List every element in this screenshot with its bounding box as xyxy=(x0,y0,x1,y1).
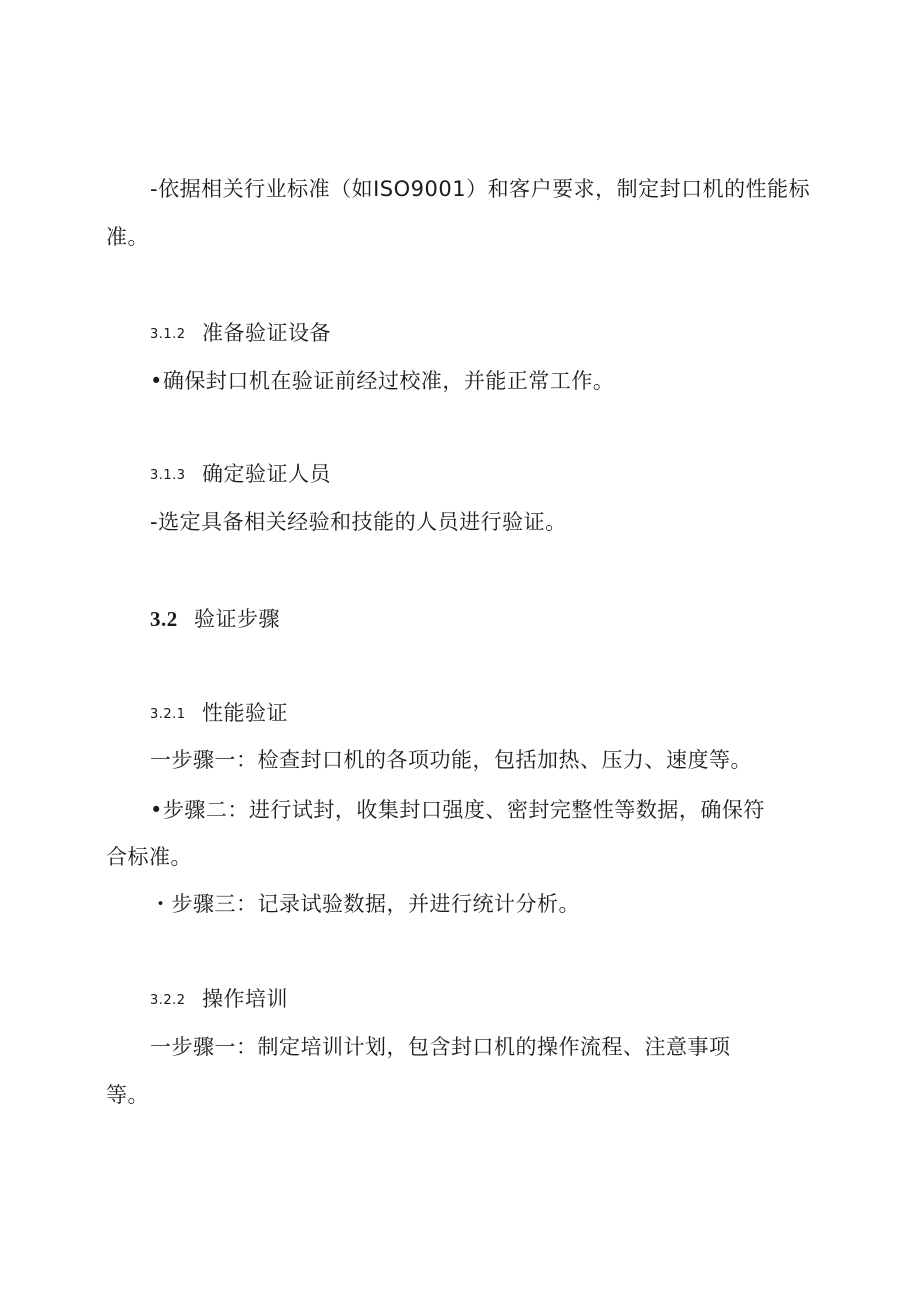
section-title: 验证步骤 xyxy=(194,607,280,631)
list-item: •步骤二：进行试封，收集封口强度、密封完整性等数据，确保符 xyxy=(150,798,765,822)
subsection-title: 确定验证人员 xyxy=(202,462,331,486)
subsection-title: 操作培训 xyxy=(202,987,288,1011)
section-heading-3-2 xyxy=(150,605,280,633)
subsection-number: 3.1.3 xyxy=(150,468,186,483)
subsection-heading-3-1-2 xyxy=(150,319,331,349)
paragraph-line: 准。 xyxy=(106,225,149,249)
subsection-number: 3.2.1 xyxy=(150,707,186,722)
list-item: 一步骤一：检查封口机的各项功能，包括加热、压力、速度等。 xyxy=(150,748,752,772)
subsection-number: 3.2.2 xyxy=(150,993,186,1008)
subsection-heading-3-2-1 xyxy=(150,699,288,729)
subsection-number: 3.1.2 xyxy=(150,327,186,342)
list-item-continuation: 等。 xyxy=(106,1083,149,1107)
subsection-heading-3-1-3 xyxy=(150,460,331,490)
subsection-heading-3-2-2 xyxy=(150,985,288,1015)
paragraph-line: -依据相关行业标准（如ISO9001）和客户要求，制定封口机的性能标 xyxy=(150,177,811,201)
subsection-title: 性能验证 xyxy=(202,701,288,725)
list-item-continuation: 合标准。 xyxy=(106,845,192,869)
list-item: •确保封口机在验证前经过校准，并能正常工作。 xyxy=(150,369,615,393)
list-item: -选定具备相关经验和技能的人员进行验证。 xyxy=(150,510,567,534)
subsection-title: 准备验证设备 xyxy=(202,321,331,345)
section-number: 3.2 xyxy=(150,607,178,631)
list-item: 一步骤一：制定培训计划，包含封口机的操作流程、注意事项 xyxy=(150,1035,731,1059)
list-item: ・步骤三：记录试验数据，并进行统计分析。 xyxy=(150,892,580,916)
